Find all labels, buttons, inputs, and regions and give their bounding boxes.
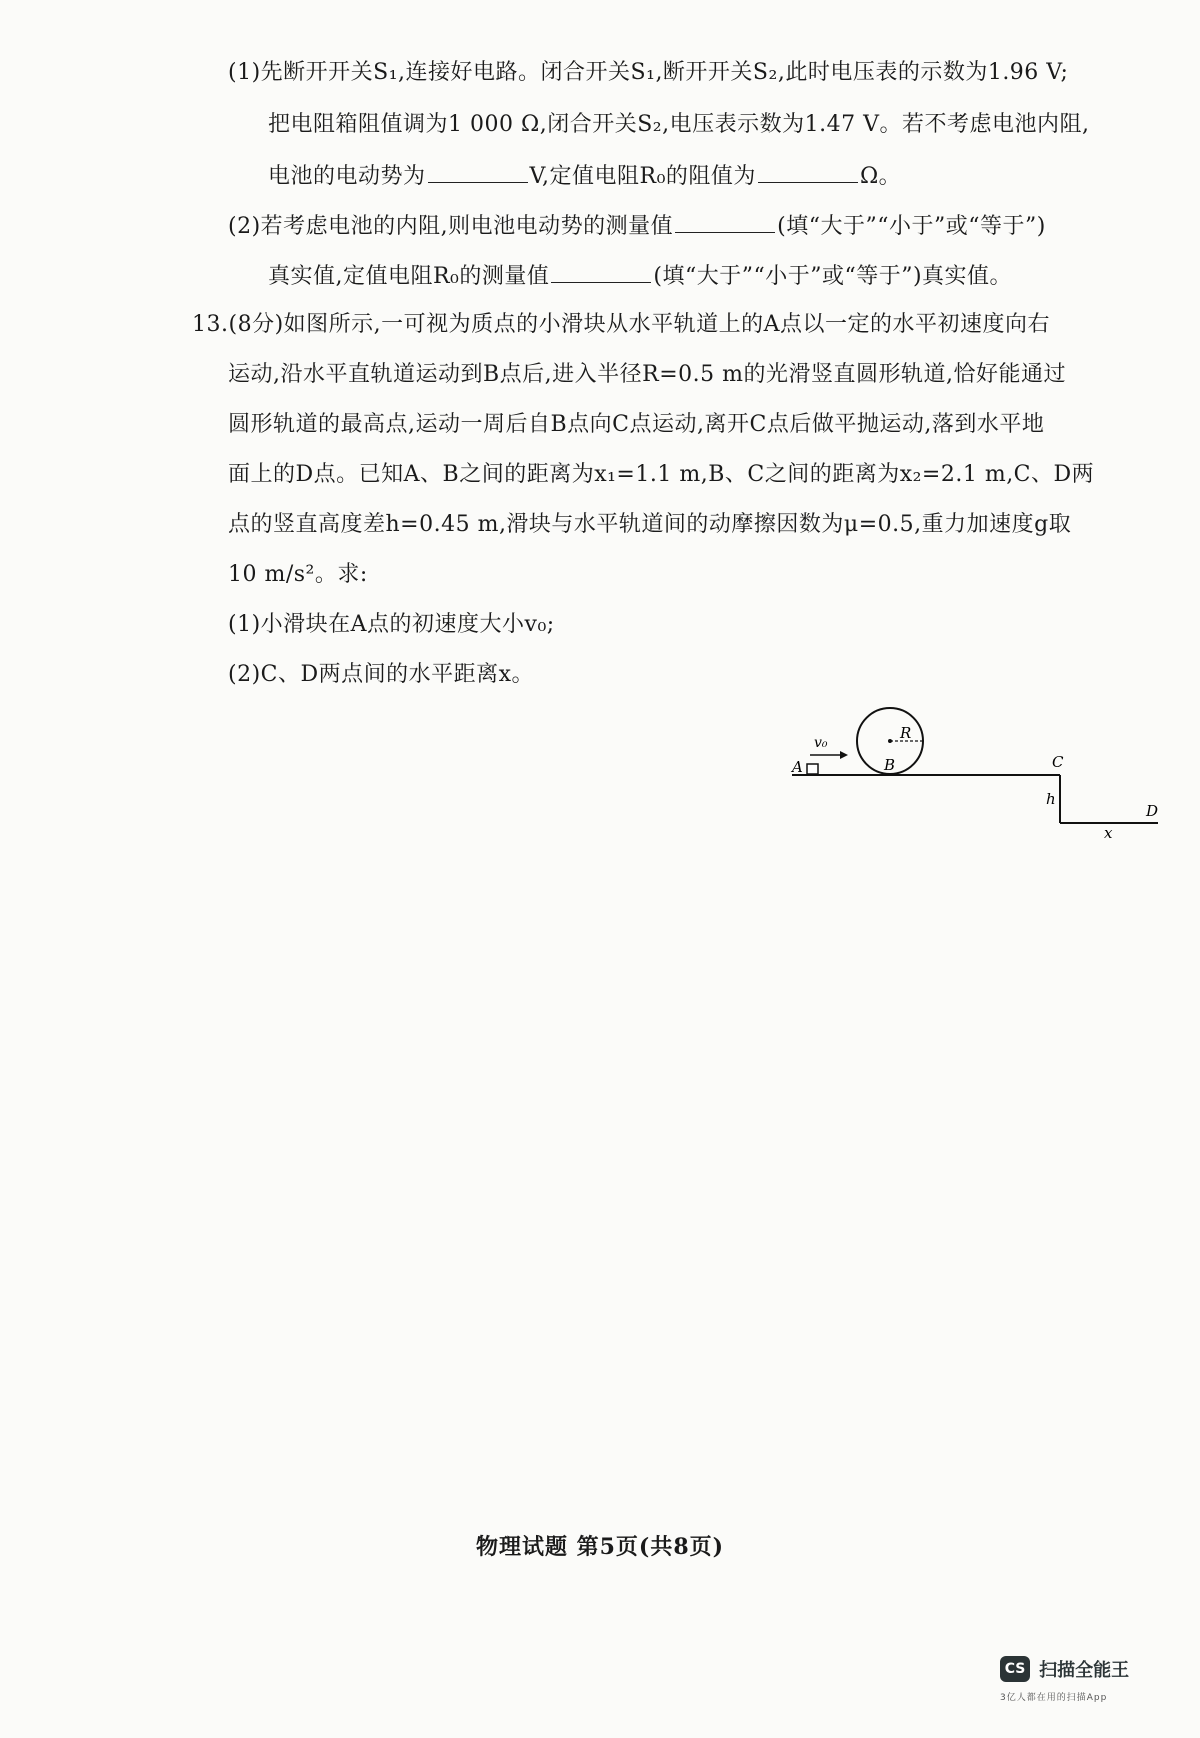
q13-line5: 点的竖直高度差h=0.45 m,滑块与水平轨道间的动摩擦因数为μ=0.5,重力加速度g取 [228,512,1072,537]
q12-part2-line1-b: (填“大于”“小于”或“等于”) [777,214,1046,239]
camscanner-name: 扫描全能王 [1039,1660,1130,1681]
q12-part1-line3-a: 电池的电动势为 [268,164,426,189]
label-C: C [1052,753,1064,771]
slider-block [807,764,818,774]
q12-part2-line2-b: (填“大于”“小于”或“等于”)真实值。 [653,264,1013,289]
q12-part2-line2 [268,260,1012,292]
camscanner-logo: CS [1000,1656,1030,1682]
q13-line1: 13.(8分)如图所示,一可视为质点的小滑块从水平轨道上的A点以一定的水平初速度向右 [192,312,1051,337]
label-h: h [1046,790,1056,808]
q12-part2-line1-a: (2)若考虑电池的内阻,则电池电动势的测量值 [228,214,674,239]
camscanner-tagline: 3亿人都在用的扫描App [1000,1693,1108,1703]
emf-compare-blank[interactable] [675,210,775,233]
emf-answer-blank[interactable] [428,160,528,183]
velocity-arrowhead [840,751,848,759]
q12-part1-line3-b: V,定值电阻R₀的阻值为 [529,164,756,189]
label-B: B [884,756,896,774]
q12-part1-line3-c: Ω。 [859,164,902,189]
q13-sub1: (1)小滑块在A点的初速度大小v₀; [228,612,555,637]
label-D: D [1146,802,1159,820]
q13-line2: 运动,沿水平直轨道运动到B点后,进入半径R=0.5 m的光滑竖直圆形轨道,恰好能通过 [228,362,1066,387]
track-diagram [780,700,1180,850]
q12-part2-line1 [228,210,1046,242]
page-footer: 物理试题 第5页(共8页) [475,1534,725,1560]
label-A: A [792,758,803,776]
q13-sub2: (2)C、D两点间的水平距离x。 [228,662,535,687]
q13-line6: 10 m/s²。求: [228,562,368,587]
label-v0: v₀ [814,735,828,751]
label-x: x [1104,824,1113,842]
q12-part1-line3 [268,160,901,192]
q12-part1-line2: 把电阻箱阻值调为1 000 Ω,闭合开关S₂,电压表示数为1.47 V。若不考虑电池内阻, [268,112,1090,137]
r0-answer-blank[interactable] [758,160,858,183]
q13-line4: 面上的D点。已知A、B之间的距离为x₁=1.1 m,B、C之间的距离为x₂=2.1 m,C、D两 [228,462,1095,487]
label-R: R [900,724,912,742]
q12-part2-line2-a: 真实值,定值电阻R₀的测量值 [268,264,550,289]
q13-line3: 圆形轨道的最高点,运动一周后自B点向C点运动,离开C点后做平抛运动,落到水平地 [228,412,1045,437]
r0-compare-blank[interactable] [551,260,651,283]
scanner-watermark [1000,1656,1130,1703]
q12-part1-line1: (1)先断开开关S₁,连接好电路。闭合开关S₁,断开开关S₂,此时电压表的示数为1.96 V; [228,60,1069,85]
